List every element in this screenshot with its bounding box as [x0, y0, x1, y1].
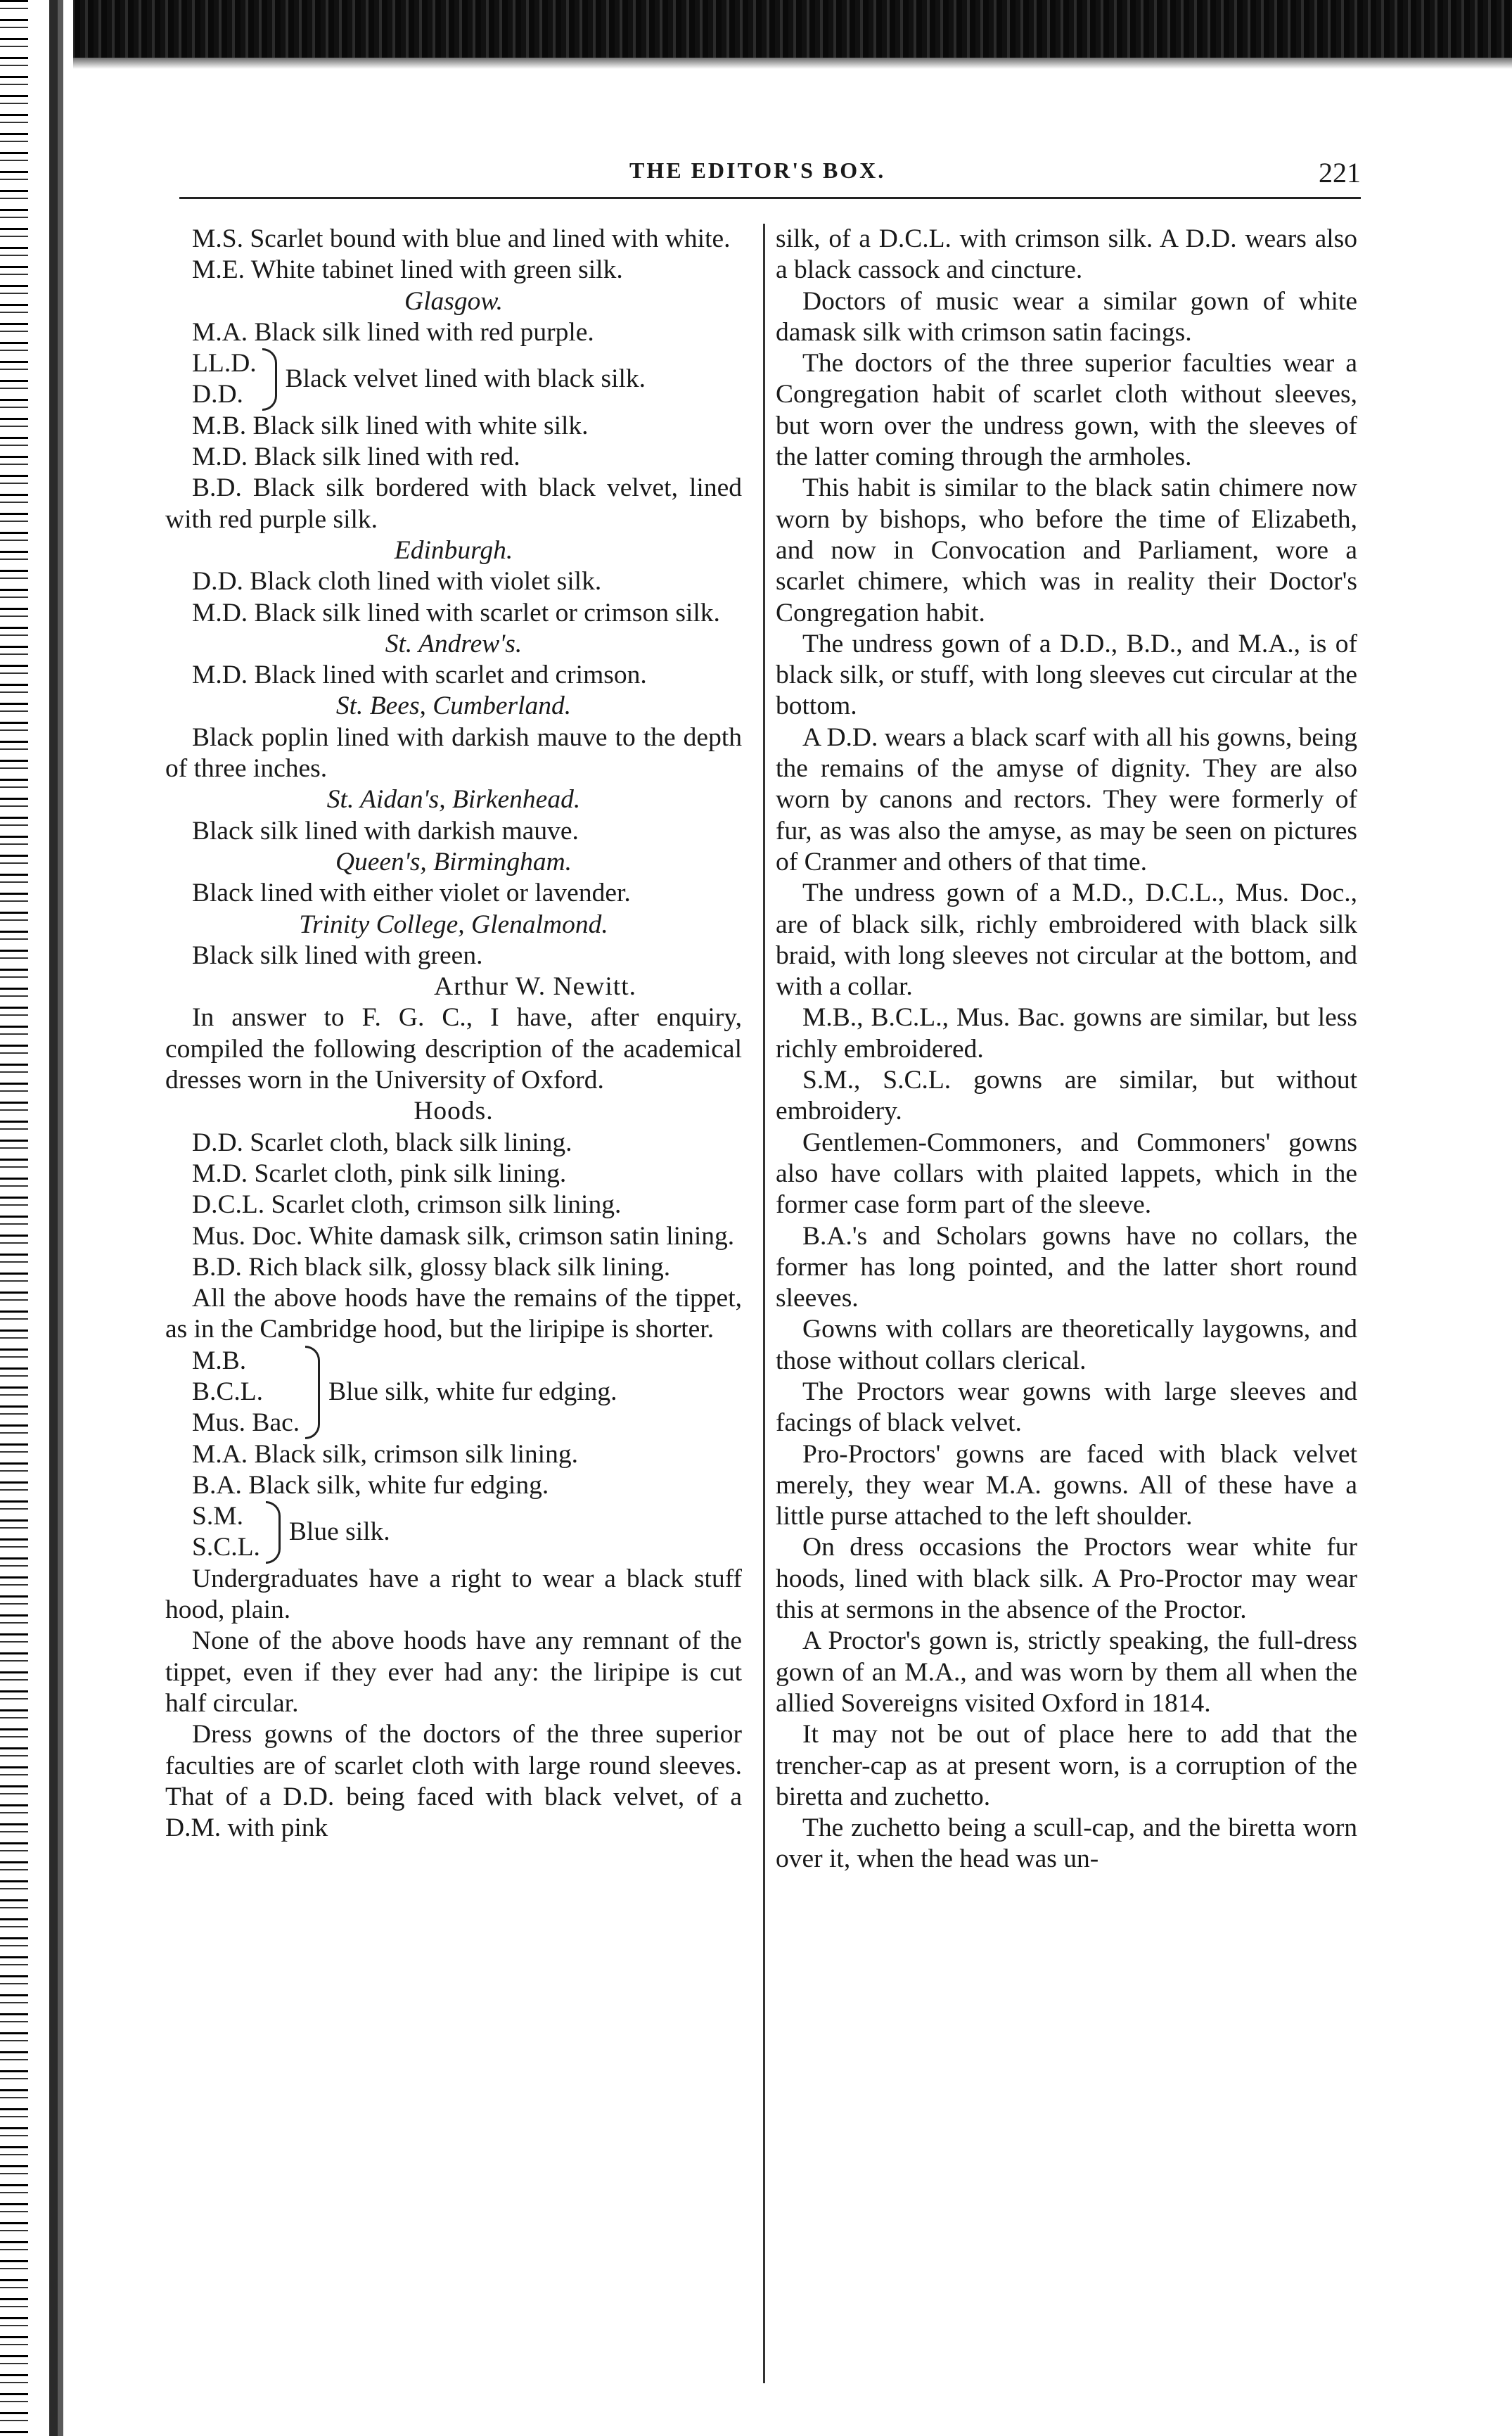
brace-description: Blue silk. [288, 1517, 390, 1547]
degree-list [192, 348, 257, 411]
paragraph: D.D. Black cloth lined with violet silk. [192, 567, 602, 597]
paragraph: M.D. Black silk lined with scarlet or crimson silk. [192, 598, 720, 627]
paragraph: The undress gown of a M.D., D.C.L., Mus. Doc., are of black silk, richly embroidered with black silk braid, with long sleeves not circular at the bottom, and with a collar. [776, 879, 1357, 1002]
paragraph: M.D. Black silk lined with red. [192, 442, 520, 472]
paragraph: M.B. Black silk lined with white silk. [192, 411, 589, 440]
section-heading-trinity: Trinity College, Glenalmond. [299, 910, 608, 939]
paragraph: B.A.'s and Scholars gowns have no collars, the former has long pointed, and the latter short round sleeves. [776, 1221, 1357, 1313]
paragraph: B.A. Black silk, white fur edging. [192, 1470, 549, 1500]
degree-label: B.C.L. [192, 1377, 264, 1406]
paragraph: In answer to F. G. C., I have, after enquiry, compiled the following description of the academical dresses worn in the University of Oxford. [165, 1003, 742, 1095]
paragraph: silk, of a D.C.L. with crimson silk. A D.D. wears also a black cassock and cincture. [776, 224, 1357, 285]
section-heading-queens: Queen's, Birmingham. [335, 847, 572, 876]
brace-description: Blue silk, white fur edging. [328, 1377, 617, 1406]
degree-brace-group [192, 1346, 742, 1439]
column-divider [763, 224, 765, 2383]
page-number: 221 [1319, 157, 1361, 189]
paragraph: A D.D. wears a black scarf with all his gowns, being the remains of the amyse of dignity. They are also worn by canons and rectors. They were formerly of fur, as was also the amyse, as may be seen on pictures of Cranmer and others of that time. [776, 722, 1357, 876]
paragraph: It may not be out of place here to add that the trencher-cap as at present worn, is a corruption of the biretta and zuchetto. [776, 1720, 1357, 1811]
section-heading-glasgow: Glasgow. [404, 286, 503, 316]
paragraph: M.S. Scarlet bound with blue and lined with white. [192, 224, 731, 253]
paragraph: M.B., B.C.L., Mus. Bac. gowns are similar, but less richly embroidered. [776, 1003, 1357, 1064]
paragraph: Undergraduates have a right to wear a black stuff hood, plain. [165, 1564, 742, 1625]
brace-icon [266, 1501, 281, 1564]
degree-brace-group [192, 1501, 742, 1564]
degree-label: M.B. [192, 1346, 247, 1375]
degree-list [192, 1346, 300, 1439]
running-title: THE EDITOR'S BOX. [629, 158, 886, 183]
degree-brace-group [192, 348, 742, 411]
paragraph: The doctors of the three superior faculties wear a Congregation habit of scarlet cloth without sleeves, but worn over the undress gown, with the sleeves of the latter coming through the armholes. [776, 349, 1357, 472]
paragraph: This habit is similar to the black satin chimere now worn by bishops, who before the time of Elizabeth, and now in Convocation and Parliament, wore a scarlet chimere, which was in reality their Doctor's Congregation habit. [776, 473, 1357, 627]
paragraph: A Proctor's gown is, strictly speaking, the full-dress gown of an M.A., and was worn by them all when the allied Sovereigns visited Oxford in 1814. [776, 1626, 1357, 1718]
paragraph: M.D. Black lined with scarlet and crimson. [192, 661, 647, 690]
left-column [165, 224, 742, 1844]
right-column [776, 224, 1357, 1875]
degree-label: S.C.L. [192, 1533, 260, 1562]
paragraph: Pro-Proctors' gowns are faced with black velvet merely, they wear M.A. gowns. All of these have a little purse attached to the left shoulder. [776, 1439, 1357, 1531]
paragraph: The undress gown of a D.D., B.D., and M.A., is of black silk, or stuff, with long sleeves cut circular at the bottom. [776, 629, 1357, 721]
paragraph: D.C.L. Scarlet cloth, crimson silk lining. [192, 1190, 622, 1220]
header-rule [179, 197, 1361, 199]
page-header [179, 148, 1361, 197]
paragraph: The Proctors wear gowns with large sleeves and facings of black velvet. [776, 1377, 1357, 1438]
scan-top-edge [0, 0, 1512, 58]
paragraph: M.A. Black silk, crimson silk lining. [192, 1439, 578, 1469]
paragraph: M.D. Scarlet cloth, pink silk lining. [192, 1159, 567, 1188]
paragraph: Gentlemen-Commoners, and Commoners' gowns also have collars with plaited lappets, which in the former case form part of the sleeve. [776, 1128, 1357, 1220]
degree-label: D.D. [192, 380, 243, 409]
paragraph: Dress gowns of the doctors of the three superior faculties are of scarlet cloth with large round sleeves. That of a D.D. being faced with black velvet, of a D.M. with pink [165, 1720, 742, 1843]
paragraph: Black silk lined with darkish mauve. [192, 816, 579, 846]
brace-description: Black velvet lined with black silk. [285, 364, 646, 394]
paragraph: Black poplin lined with darkish mauve to the depth of three inches. [165, 722, 742, 784]
paragraph: On dress occasions the Proctors wear white fur hoods, lined with black silk. A Pro-Proctor may wear this at sermons in the absence of the Proctor. [776, 1533, 1357, 1625]
paragraph: Doctors of music wear a similar gown of white damask silk with crimson satin facings. [776, 286, 1357, 347]
paragraph: The zuchetto being a scull-cap, and the biretta worn over it, when the head was un- [776, 1813, 1357, 1874]
paragraph: S.M., S.C.L. gowns are similar, but without embroidery. [776, 1066, 1357, 1126]
paragraph: Mus. Doc. White damask silk, crimson satin lining. [192, 1221, 735, 1251]
book-binding-edge [0, 0, 73, 2436]
paragraph: B.D. Rich black silk, glossy black silk lining. [192, 1252, 671, 1282]
paragraph: D.D. Scarlet cloth, black silk lining. [192, 1128, 572, 1157]
paragraph: All the above hoods have the remains of the tippet, as in the Cambridge hood, but the liripipe is shorter. [165, 1284, 742, 1344]
paragraph: M.A. Black silk lined with red purple. [192, 317, 594, 347]
section-heading-st-andrews: St. Andrew's. [385, 629, 523, 658]
paragraph: M.E. White tabinet lined with green silk. [192, 255, 623, 285]
author-signature: Arthur W. Newitt. [434, 972, 636, 1002]
paragraph: B.D. Black silk bordered with black velvet, lined with red purple silk. [165, 473, 742, 534]
brace-icon [305, 1346, 320, 1439]
section-heading-st-bees: St. Bees, Cumberland. [335, 691, 572, 721]
degree-label: Mus. Bac. [192, 1408, 300, 1438]
degree-label: S.M. [192, 1502, 243, 1531]
paragraph: Black lined with either violet or lavender. [192, 879, 631, 908]
brace-icon [262, 348, 277, 411]
section-heading-edinburgh: Edinburgh. [394, 535, 513, 565]
section-heading-st-aidans: St. Aidan's, Birkenhead. [326, 785, 581, 815]
paragraph: None of the above hoods have any remnant of the tippet, even if they ever had any: the liripipe is cut half circular. [165, 1626, 742, 1718]
paragraph: Gowns with collars are theoretically laygowns, and those without collars clerical. [776, 1315, 1357, 1375]
degree-list [192, 1501, 260, 1564]
section-heading-hoods: Hoods. [414, 1097, 494, 1126]
degree-label: LL.D. [192, 349, 257, 378]
paragraph: Black silk lined with green. [192, 940, 483, 970]
